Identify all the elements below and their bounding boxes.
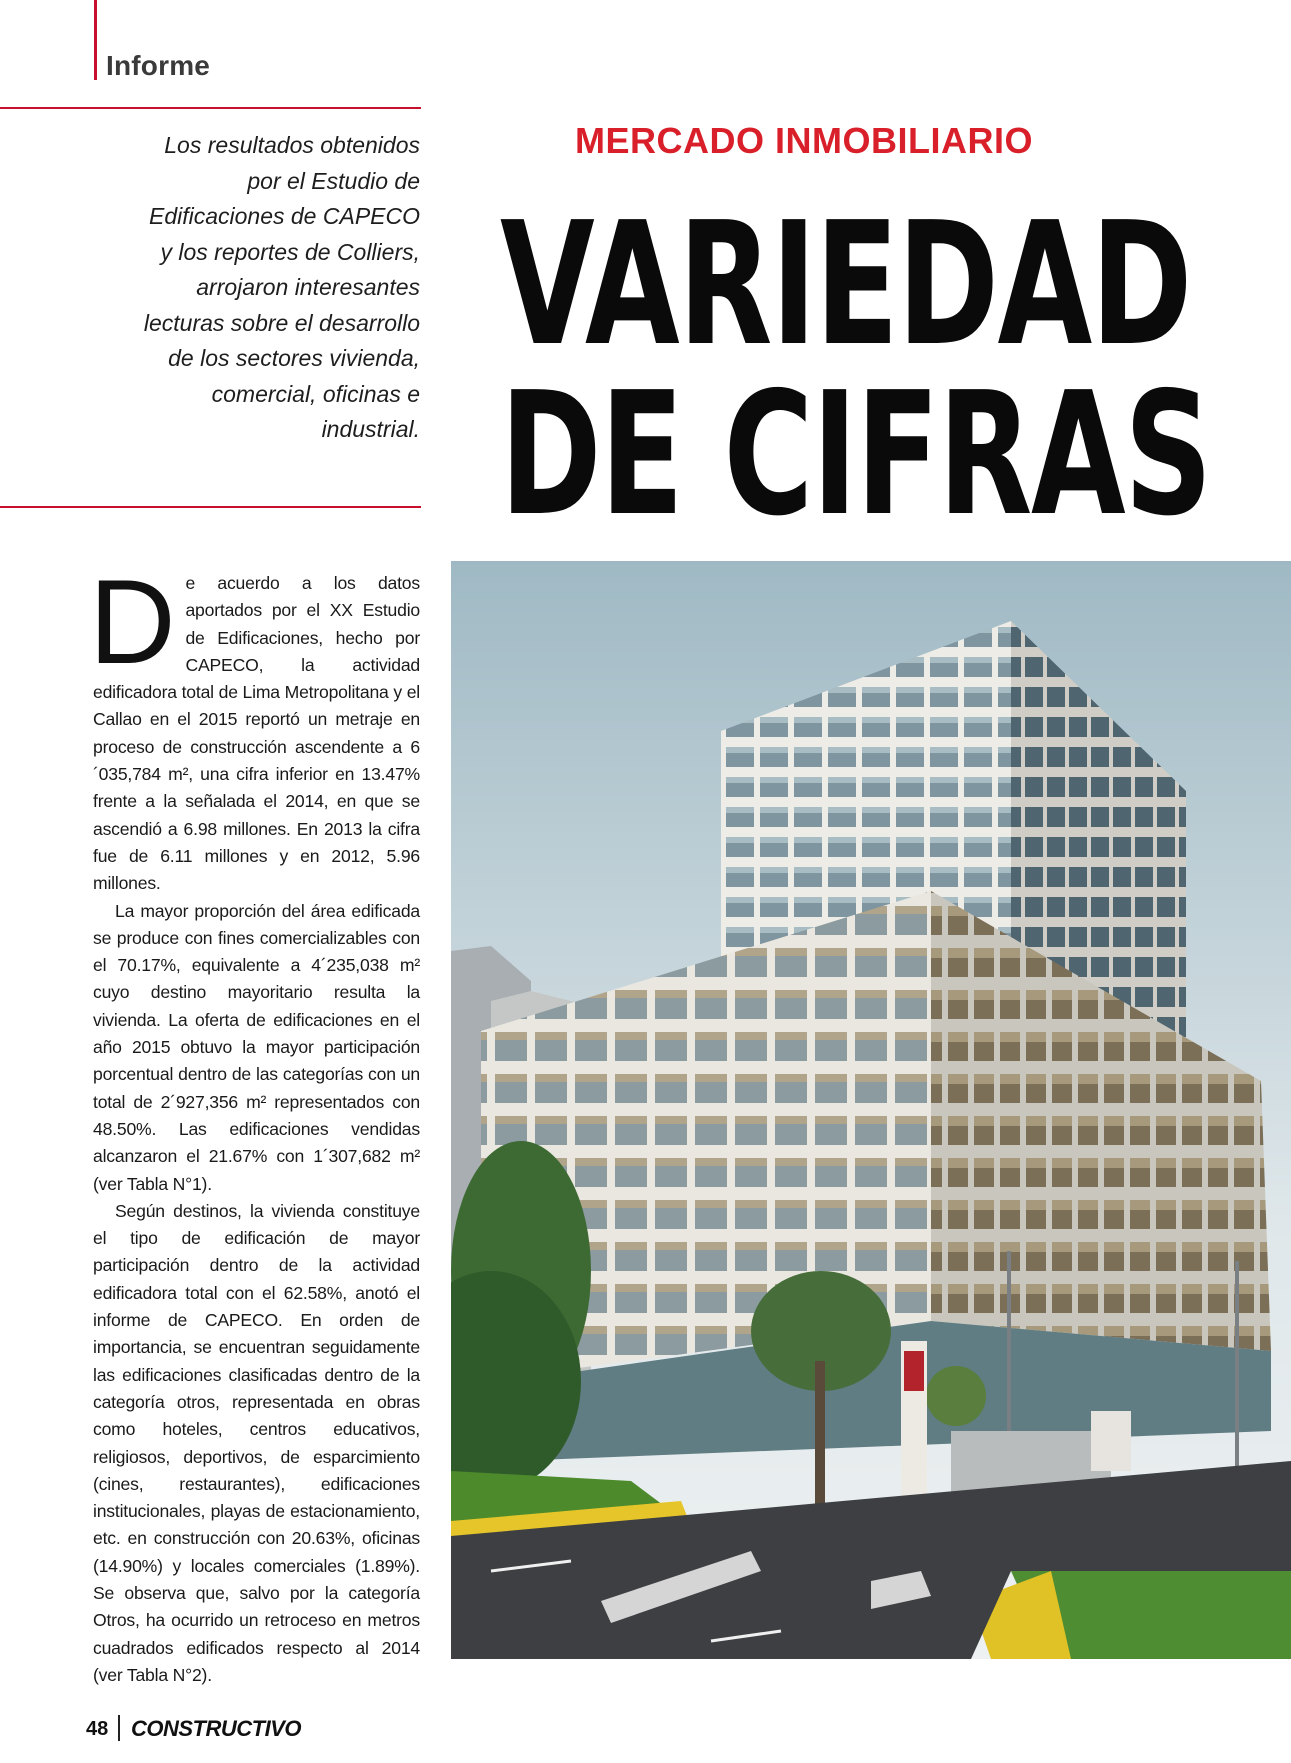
paragraph-3: Según destinos, la vivienda constituye el tipo de edificación de mayor participación dentro de la actividad edificadora total con el 62.58%, anotó el informe de CAPECO. En orden de importancia, se encuentran seguidamente las edificaciones clasificadas dentro de la categoría otros, representada en obras como hoteles, centros educativos, religiosos, deportivos, de esparcimiento (cines, restaurantes), edificaciones institucionales, playas de estacionamiento, etc. en construcción con 20.63%, oficinas (14.90%) y locales comerciales (1.89%). Se observa que, salvo por la categoría Otros, ha ocurrido un retroceso en metros cuadrados edificados respecto al 2014 (ver Tabla N°2).: [93, 1200, 420, 1685]
paragraph-1: [89, 555, 420, 898]
section-marker-rule: [94, 0, 97, 80]
section-label: Informe: [106, 50, 211, 81]
building-photo-illustration: [451, 561, 1291, 1659]
paragraph-1-text: e acuerdo a los datos aportados por el XX Estudio de Edificaciones, hecho por CAPECO, la actividad edificadora total de Lima Metropolitana y el Callao en el 2015 reportó un metraje en proceso de construcción ascendente a 6´035,784 m², una cifra inferior en 13.47% frente a la señalada el 2014, en que se ascendió a 6.98 millones. En 2013 la cifra fue de 6.11 millones y en 2012, 5.96 millones.: [93, 573, 420, 894]
paragraph-2: La mayor proporción del área edificada se produce con fines comercializables con el 70.17%, equivalente a 4´235,038 m² cuyo destino mayoritario resulta la vivienda. La oferta de edificaciones en el año 2015 obtuvo la mayor participación porcentual dentro de las categorías con un total de 2´927,356 m² representados con 48.50%. Las edificaciones vendidas alcanzaron el 21.67% con 1´307,682 m² (ver Tabla N°1).: [93, 900, 420, 1194]
magazine-name: CONSTRUCTIVO: [131, 1716, 301, 1741]
article-body: [89, 555, 420, 1689]
footer-separator: [118, 1715, 120, 1741]
intro-bottom-rule: [0, 506, 421, 508]
building-photo: [451, 561, 1291, 1659]
intro-deck: Los resultados obtenidos por el Estudio de Edificaciones de CAPECO y los reportes de Colliers, arrojaron interesantes lecturas sobre el desarrollo de los sectores vivienda, comercial, oficinas e industrial.: [143, 132, 420, 442]
page-number: 48: [86, 1718, 109, 1740]
headline-line-1: VARIEDAD: [500, 186, 1191, 384]
article-headline: [500, 186, 1211, 554]
headline-line-2: DE CIFRAS: [500, 356, 1211, 554]
intro-top-rule: [0, 107, 421, 109]
article-kicker: MERCADO INMOBILIARIO: [575, 120, 1033, 161]
drop-cap: D: [89, 555, 176, 689]
